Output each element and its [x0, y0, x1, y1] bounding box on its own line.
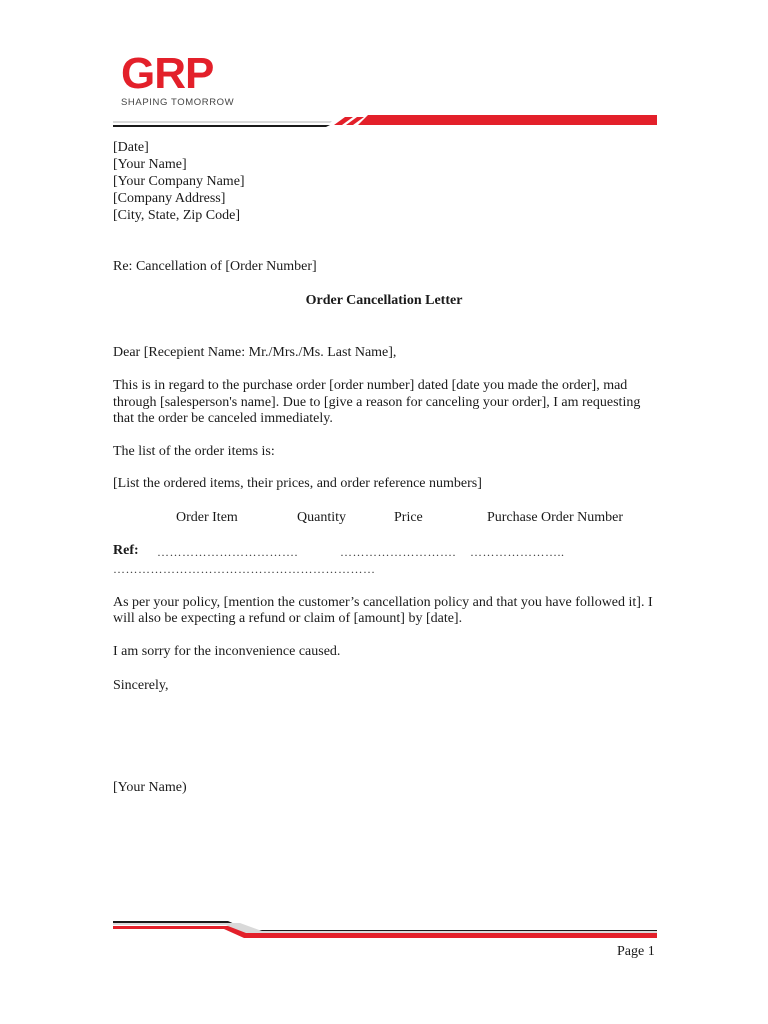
sender-company: [Your Company Name] — [113, 174, 245, 189]
signature: [Your Name) — [113, 780, 187, 795]
page-number: Page 1 — [617, 944, 655, 959]
col-header-order-item: Order Item — [176, 510, 238, 525]
paragraph-line: This is in regard to the purchase order [order number] dated [date you made the order], mad — [113, 378, 628, 393]
logo-tagline: SHAPING TOMORROW — [121, 97, 235, 108]
ref-dots: ……………………………. — [157, 545, 298, 559]
paragraph-line: will also be expecting a refund or claim of [amount] by [date]. — [113, 611, 463, 626]
col-header-price: Price — [394, 510, 423, 525]
list-note: [List the ordered items, their prices, and order reference numbers] — [113, 476, 482, 491]
letter-title: Order Cancellation Letter — [305, 293, 463, 308]
col-header-quantity: Quantity — [297, 510, 346, 525]
ref-dots: ………………………. — [340, 545, 456, 559]
salutation: Dear [Recepient Name: Mr./Mrs./Ms. Last Name], — [113, 345, 397, 360]
col-header-po-number: Purchase Order Number — [487, 510, 624, 525]
ref-label: Ref: — [113, 543, 139, 558]
header-band — [0, 110, 768, 130]
sender-date: [Date] — [113, 140, 149, 155]
sender-address: [Company Address] — [113, 191, 226, 206]
re-line: Re: Cancellation of [Order Number] — [113, 259, 317, 274]
apology: I am sorry for the inconvenience caused. — [113, 644, 341, 659]
paragraph-line: that the order be canceled immediately. — [113, 411, 333, 426]
logo-text: GRP — [121, 49, 214, 98]
closing: Sincerely, — [113, 678, 169, 693]
ref-dots: ………………….. — [470, 545, 565, 559]
paragraph-line: through [salesperson's name]. Due to [give a reason for canceling your order], I am requesting — [113, 395, 641, 410]
ref-dots-line2: ……………………………………………………… — [113, 562, 376, 576]
company-logo — [121, 49, 241, 112]
sender-city: [City, State, Zip Code] — [113, 208, 241, 223]
list-intro: The list of the order items is: — [113, 444, 275, 459]
footer-band — [0, 918, 768, 940]
sender-name: [Your Name] — [113, 157, 187, 172]
paragraph-line: As per your policy, [mention the customer’s cancellation policy and that you have followed it]. I — [113, 595, 653, 610]
